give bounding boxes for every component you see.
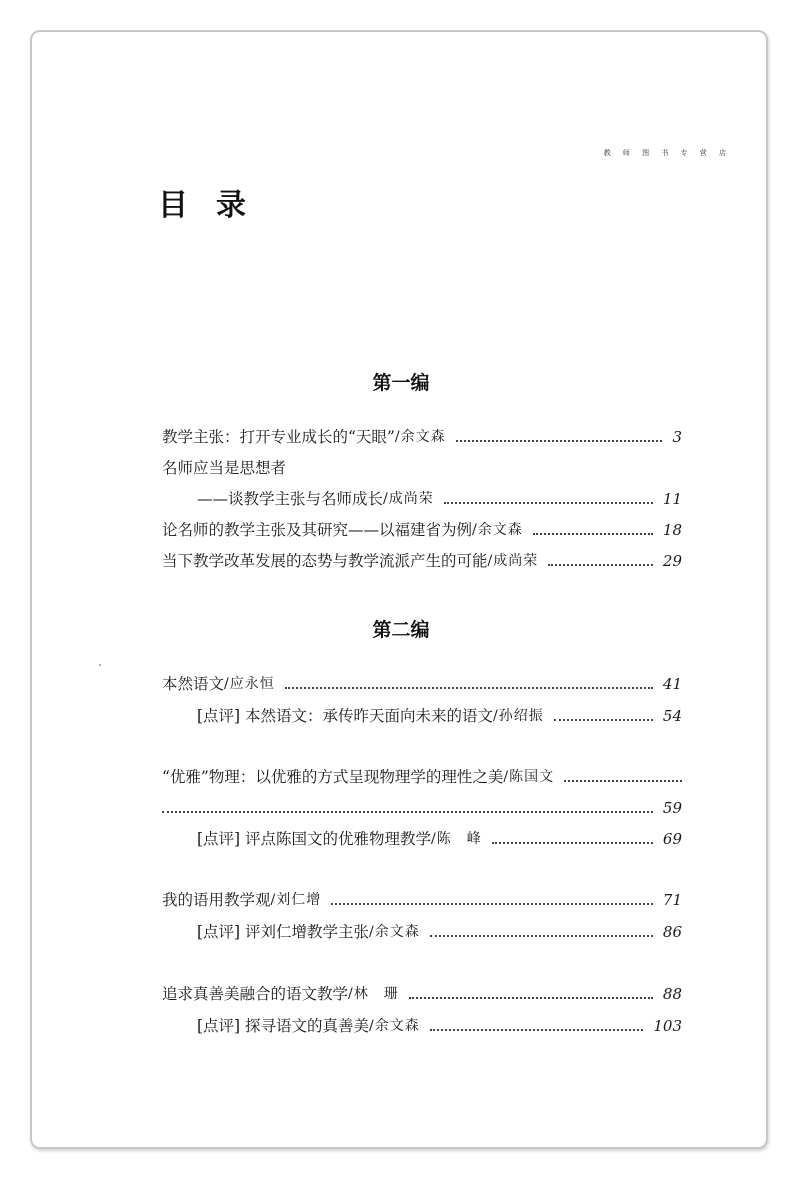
toc-entry[interactable] bbox=[197, 828, 682, 850]
toc-entry[interactable] bbox=[197, 488, 682, 510]
entry-title: [点评] 探寻语文的真善美 bbox=[197, 1017, 370, 1035]
toc-entry[interactable] bbox=[162, 766, 682, 788]
entry-page: 41 bbox=[662, 675, 682, 693]
entry-author: /余文森 bbox=[472, 522, 523, 538]
dot-leader bbox=[533, 532, 653, 535]
entry-author: /应永恒 bbox=[224, 676, 275, 692]
entry-author: /林 珊 bbox=[348, 986, 399, 1002]
dot-leader bbox=[554, 718, 653, 721]
entry-page: 88 bbox=[662, 985, 682, 1003]
dot-leader bbox=[548, 563, 653, 566]
toc-entry[interactable] bbox=[162, 983, 682, 1005]
entry-title: 当下教学改革发展的态势与教学流派产生的可能 bbox=[162, 552, 488, 570]
dot-leader bbox=[444, 501, 653, 504]
dot-leader bbox=[285, 686, 653, 689]
scan-speck bbox=[99, 664, 101, 666]
toc-entry[interactable] bbox=[197, 921, 682, 943]
entry-title: 教学主张：打开专业成长的“天眼” bbox=[162, 428, 395, 446]
toc-entry-title-line[interactable]: 名师应当是思想者 bbox=[162, 459, 287, 477]
dot-leader bbox=[162, 810, 653, 813]
entry-title: 我的语用教学观 bbox=[162, 891, 271, 909]
dot-leader bbox=[331, 902, 653, 905]
toc-entry[interactable] bbox=[162, 550, 682, 572]
entry-page: 11 bbox=[662, 490, 682, 508]
entry-author: /余文森 bbox=[369, 924, 420, 940]
toc-entry[interactable] bbox=[162, 673, 682, 695]
entry-page: 29 bbox=[662, 552, 682, 570]
toc-entry[interactable] bbox=[197, 705, 682, 727]
dot-leader bbox=[456, 439, 663, 442]
entry-page: 59 bbox=[662, 799, 682, 817]
entry-page: 103 bbox=[653, 1017, 682, 1035]
entry-author: /刘仁增 bbox=[270, 892, 322, 908]
toc-entry[interactable] bbox=[162, 426, 682, 448]
toc-entry[interactable] bbox=[162, 519, 682, 541]
dot-leader bbox=[430, 934, 653, 937]
entry-title: 论名师的教学主张及其研究——以福建省为例 bbox=[162, 521, 473, 539]
entry-title: “优雅”物理：以优雅的方式呈现物理学的理性之美 bbox=[162, 768, 504, 786]
entry-page: 71 bbox=[662, 891, 682, 909]
part-heading-1: 第一编 bbox=[372, 372, 430, 394]
entry-author: /成尚荣 bbox=[487, 553, 539, 569]
dot-leader bbox=[492, 841, 653, 844]
entry-title: 本然语文 bbox=[162, 675, 225, 693]
dot-leader bbox=[564, 779, 682, 782]
dot-leader bbox=[430, 1028, 644, 1031]
entry-author: /余文森 bbox=[369, 1018, 420, 1034]
entry-author: /陈 峰 bbox=[431, 831, 482, 847]
entry-page: 86 bbox=[662, 923, 682, 941]
part-heading-2: 第二编 bbox=[372, 619, 430, 641]
entry-author: /孙绍振 bbox=[493, 708, 544, 724]
entry-page: 69 bbox=[662, 830, 682, 848]
toc-entry[interactable] bbox=[162, 889, 682, 911]
series-label: 教 师 图 书 专 营 店 bbox=[603, 149, 731, 157]
toc-entry-continuation[interactable] bbox=[162, 797, 682, 819]
entry-title: [点评] 评刘仁增教学主张 bbox=[197, 923, 370, 941]
entry-page: 3 bbox=[672, 428, 682, 446]
entry-subtitle: ——谈教学主张与名师成长 bbox=[197, 490, 384, 508]
entry-author: /余文森 bbox=[394, 429, 446, 445]
toc-entry[interactable] bbox=[197, 1015, 682, 1037]
entry-author: /成尚荣 bbox=[383, 491, 434, 507]
entry-page: 54 bbox=[662, 707, 682, 725]
entry-page: 18 bbox=[662, 521, 682, 539]
book-page bbox=[30, 30, 768, 1149]
entry-title: 追求真善美融合的语文教学 bbox=[162, 985, 349, 1003]
entry-title: [点评] 评点陈国文的优雅物理教学 bbox=[197, 830, 432, 848]
entry-author: /陈国文 bbox=[503, 769, 555, 785]
dot-leader bbox=[409, 996, 653, 999]
page-title: 目录 bbox=[158, 188, 274, 223]
entry-title: [点评] 本然语文：承传昨天面向未来的语文 bbox=[197, 707, 494, 725]
